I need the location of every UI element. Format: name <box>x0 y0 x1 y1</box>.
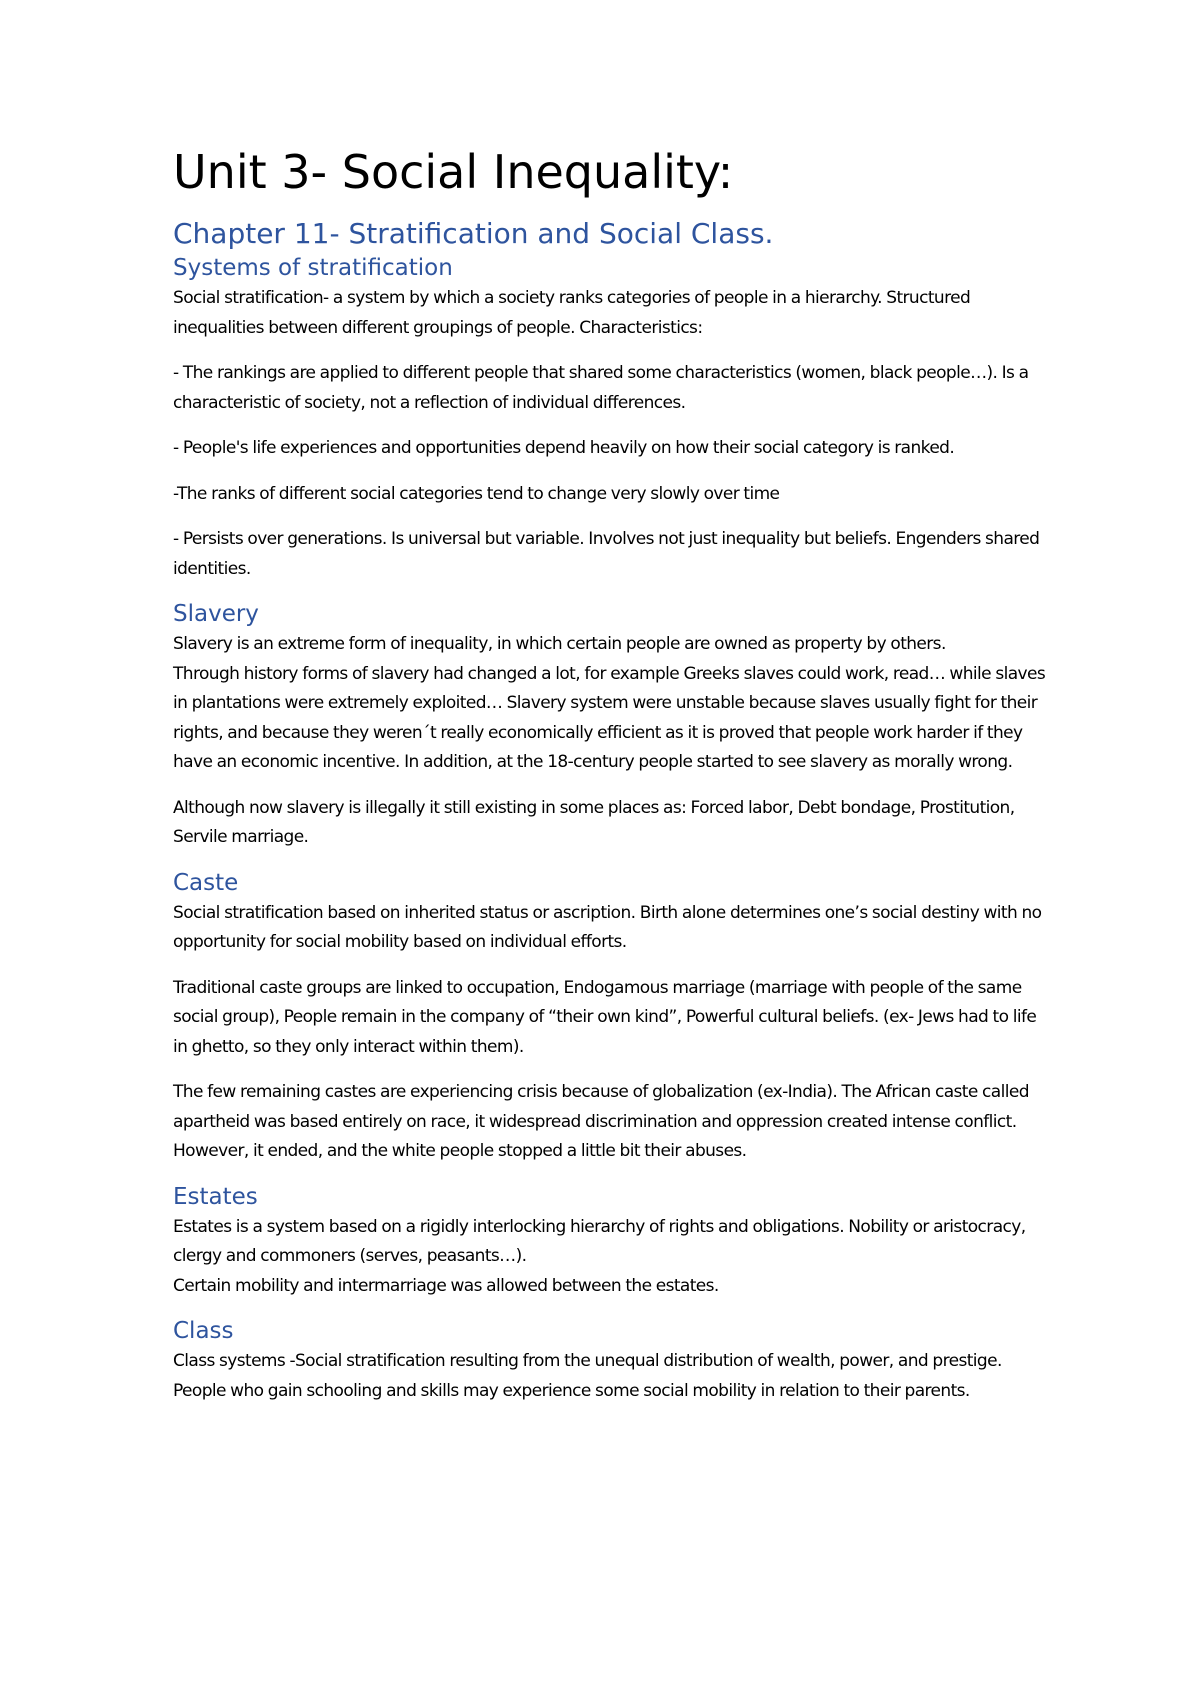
paragraph: Class systems -Social stratification resulting from the unequal distribution of wealth, power, and prestige. People who gain schooling and skills may experience some social mobility in relation to their parents. <box>173 1351 1002 1401</box>
paragraph: - People's life experiences and opportunities depend heavily on how their social category is ranked. <box>173 438 955 458</box>
unit-title: Unit 3- Social Inequality: <box>173 145 734 199</box>
section-heading-class: Class <box>173 1318 234 1344</box>
section-heading-estates: Estates <box>173 1183 258 1210</box>
section-heading-systems: Systems of stratification <box>173 255 453 281</box>
paragraph: Traditional caste groups are linked to occupation, Endogamous marriage (marriage with people of the same social group), People remain in the company of “their own kind”, Powerful cultural beliefs. (ex- Jews had to life in ghetto, so they only interact within them). <box>173 977 1037 1057</box>
paragraph: - The rankings are applied to different people that shared some characteristics (women, black people…). Is a characteristic of society, not a reflection of individual differences. <box>173 363 1029 413</box>
paragraph: -The ranks of different social categories tend to change very slowly over time <box>173 483 780 504</box>
section-heading-slavery: Slavery <box>173 601 259 627</box>
paragraph: Certain mobility and intermarriage was allowed between the estates. <box>173 1275 719 1296</box>
paragraph: Although now slavery is illegally it still existing in some places as: Forced labor, Debt bondage, Prostitution, Servile marriage. <box>173 797 1015 847</box>
paragraph: Social stratification- a system by which a society ranks categories of people in a hierarchy. Structured inequalities between different groupings of people. Characteristics: <box>173 288 971 338</box>
paragraph: Through history forms of slavery had changed a lot, for example Greeks slaves could work, read… while slaves in plantations were extremely exploited… Slavery system were unstable because slaves usually fight for their rights, and because they weren´t really economically efficient as it is proved that people work harder if they have an economic incentive. In addition, at the 18-century people started to see slavery as morally wrong. <box>173 663 1046 772</box>
chapter-heading: Chapter 11- Stratification and Social Class. <box>173 217 774 250</box>
paragraph: Social stratification based on inherited status or ascription. Birth alone determines one’s social destiny with no opportunity for social mobility based on individual efforts. <box>173 902 1042 952</box>
paragraph: The few remaining castes are experiencing crisis because of globalization (ex-India). The African caste called apartheid was based entirely on race, it widespread discrimination and oppression created intense conflict. However, it ended, and the white people stopped a little bit their abuses. <box>173 1082 1029 1161</box>
document-body <box>173 142 1053 1406</box>
paragraph: Slavery is an extreme form of inequality, in which certain people are owned as property by others. <box>173 634 946 654</box>
paragraph: - Persists over generations. Is universal but variable. Involves not just inequality but beliefs. Engenders shared identities. <box>173 529 1040 579</box>
section-heading-caste: Caste <box>173 869 239 896</box>
paragraph: Estates is a system based on a rigidly interlocking hierarchy of rights and obligations. Nobility or aristocracy, clergy and commoners (serves, peasants…). <box>173 1216 1026 1266</box>
